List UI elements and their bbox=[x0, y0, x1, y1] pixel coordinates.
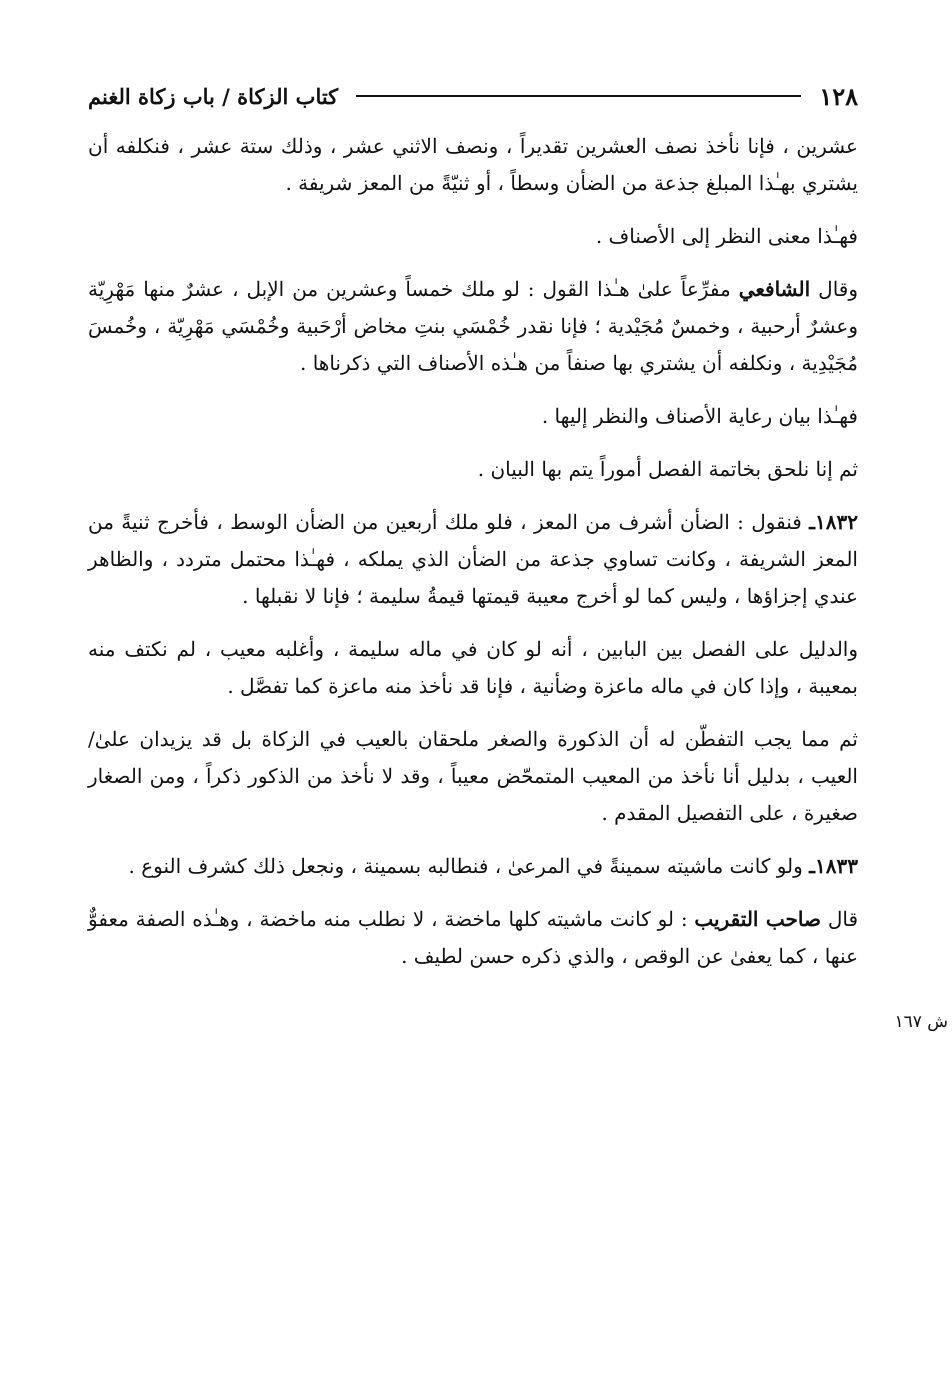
paragraph-text: ثم إنا نلحق بخاتمة الفصل أموراً يتم بها البيان . bbox=[477, 457, 858, 481]
paragraph-text: ثم مما يجب التفطّن له أن الذكورة والصغر ملحقان بالعيب في الزكاة بل قد يزيدان علىٰ/ العيب ، بدليل أنا نأخذ من المعيب المتمحّض معيباً ، وقد لا نأخذ من الذكور ذكراً ، ومن الصغار صغيرة ، على التفصيل المقدم . bbox=[88, 727, 858, 825]
section-number: ١٨٣٢ـ bbox=[809, 510, 858, 534]
paragraph bbox=[88, 631, 858, 705]
paragraph bbox=[88, 128, 858, 202]
page-number: ١٢٨ bbox=[819, 81, 858, 111]
paragraph-text: فنقول : الضأن أشرف من المعز ، فلو ملك أربعين من الضأن الوسط ، فأخرج ثنيةً من المعز الشريفة ، وكانت تساوي جذعة من الضأن الذي يملكه ، فهـٰذا محتمل متردد ، والظاهر عندي إجزاؤها ، وليس كما لو أخرج معيبة قيمتها قيمةُ سليمة ؛ فإنا لا نقبلها . bbox=[88, 510, 858, 608]
paragraph bbox=[88, 398, 858, 435]
paragraph bbox=[88, 218, 858, 255]
paragraph-text: مفرِّعاً علىٰ هـٰذا القول : لو ملك خمساً وعشرين من الإبل ، عشرٌ منها مَهْرِيّة وعشرٌ أرحبية ، وخمسٌ مُجَيْدية ؛ فإنا نقدر خُمْسَي بنتِ مخاض أرْحَبية وخُمْسَي مَهْرِيّة ، وخُمسَ مُجَيْدِية ، ونكلفه أن يشتري بها صنفاً من هـٰذه الأصناف التي ذكرناها . bbox=[88, 277, 858, 375]
margin-note: ش ١٦٧ bbox=[894, 1012, 948, 1032]
paragraph-text: والدليل على الفصل بين البابين ، أنه لو كان في ماله سليمة ، وأغلبه معيب ، لم نكتف منه بمعيبة ، وإذا كان في ماله ماعزة وضأنية ، فإنا قد نأخذ منه ماعزة كما تفصَّل . bbox=[88, 637, 858, 698]
paragraph-text: ولو كانت ماشيته سمينةً في المرعىٰ ، فنطالبه بسمينة ، ونجعل ذلك كشرف النوع . bbox=[128, 854, 810, 878]
author-name: صاحب التقريب bbox=[694, 907, 821, 931]
paragraph-prefix: وقال bbox=[810, 277, 859, 301]
paragraph-text: عشرين ، فإنا نأخذ نصف العشرين تقديراً ، ونصف الاثني عشر ، وذلك ستة عشر ، فنكلفه أن يشتري بهـٰذا المبلغ جذعة من الضأن وسطاً ، أو ثنيّةً من المعز شريفة . bbox=[88, 134, 858, 195]
paragraph bbox=[88, 721, 858, 832]
header-rule bbox=[356, 95, 801, 97]
paragraph bbox=[88, 901, 858, 975]
page-body bbox=[88, 128, 858, 991]
paragraph-text: فهـٰذا بيان رعاية الأصناف والنظر إليها . bbox=[541, 404, 858, 428]
paragraph-text: فهـٰذا معنى النظر إلى الأصناف . bbox=[595, 224, 858, 248]
paragraph bbox=[88, 848, 858, 885]
paragraph bbox=[88, 451, 858, 488]
running-title: كتاب الزكاة / باب زكاة الغنم bbox=[88, 83, 339, 109]
author-name: الشافعي bbox=[738, 277, 811, 301]
paragraph-prefix: قال bbox=[820, 907, 858, 931]
page-header bbox=[88, 78, 858, 114]
paragraph bbox=[88, 504, 858, 615]
paragraph-text: : لو كانت ماشيته كلها ماخضة ، لا نطلب منه ماخضة ، وهـٰذه الصفة معفوٌّ عنها ، كما يعفىٰ عن الوقص ، والذي ذكره حسن لطيف . bbox=[88, 907, 858, 968]
section-number: ١٨٣٣ـ bbox=[809, 854, 858, 878]
paragraph bbox=[88, 271, 858, 382]
